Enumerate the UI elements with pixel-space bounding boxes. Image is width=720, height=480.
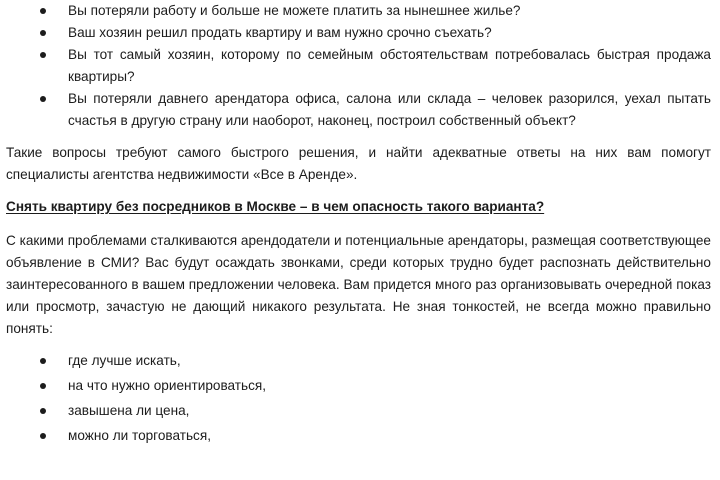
- list-item-text: Вы потеряли работу и больше не можете платить за нынешнее жилье?: [68, 3, 521, 18]
- section-heading: Снять квартиру без посредников в Москве – в чем опасность такого варианта?: [6, 199, 545, 214]
- list-item: [6, 88, 711, 132]
- list-item-text: можно ли торговаться,: [68, 428, 211, 443]
- bullet-dot-icon: [40, 383, 46, 389]
- list-item: [6, 350, 711, 372]
- bullet-dot-icon: [40, 52, 46, 58]
- questions-bullet-list: [6, 350, 711, 447]
- list-item-text: Вы потеряли давнего арендатора офиса, салона или склада – человек разорился, уехал пытать счастья в другую страну или наоборот, наконец, построил собственный объект?: [68, 91, 711, 128]
- bullet-dot-icon: [40, 358, 46, 364]
- bullet-dot-icon: [40, 408, 46, 414]
- list-item-text: на что нужно ориентироваться,: [68, 378, 267, 393]
- body-paragraph: С какими проблемами сталкиваются арендодатели и потенциальные арендаторы, размещая соответствующее объявление в СМИ? Вас будут осаждать звонками, среди которых трудно будет распознать действительно заинтересованного в вашем предложении человека. Вам придется много раз организовывать очередной показ или просмотр, зачастую не дающий никакого результата. Не зная тонкостей, не всегда можно правильно понять:: [6, 233, 711, 336]
- list-item: [6, 375, 711, 397]
- list-item-text: Ваш хозяин решил продать квартиру и вам нужно срочно съехать?: [68, 25, 492, 40]
- list-item: [6, 400, 711, 422]
- situation-bullet-list: [6, 0, 711, 132]
- list-item: [6, 44, 711, 88]
- list-item: [6, 0, 711, 22]
- bullet-dot-icon: [40, 8, 46, 14]
- intro-paragraph: Такие вопросы требуют самого быстрого решения, и найти адекватные ответы на них вам помогут специалисты агентства недвижимости «Все в Аренде».: [6, 145, 711, 182]
- bullet-dot-icon: [40, 433, 46, 439]
- list-item: [6, 425, 711, 447]
- list-item-text: где лучше искать,: [68, 353, 181, 368]
- list-item: [6, 22, 711, 44]
- list-item-text: завышена ли цена,: [68, 403, 190, 418]
- list-item-text: Вы тот самый хозяин, которому по семейным обстоятельствам потребовалась быстрая продажа квартиры?: [68, 47, 711, 84]
- bullet-dot-icon: [40, 30, 46, 36]
- bullet-dot-icon: [40, 96, 46, 102]
